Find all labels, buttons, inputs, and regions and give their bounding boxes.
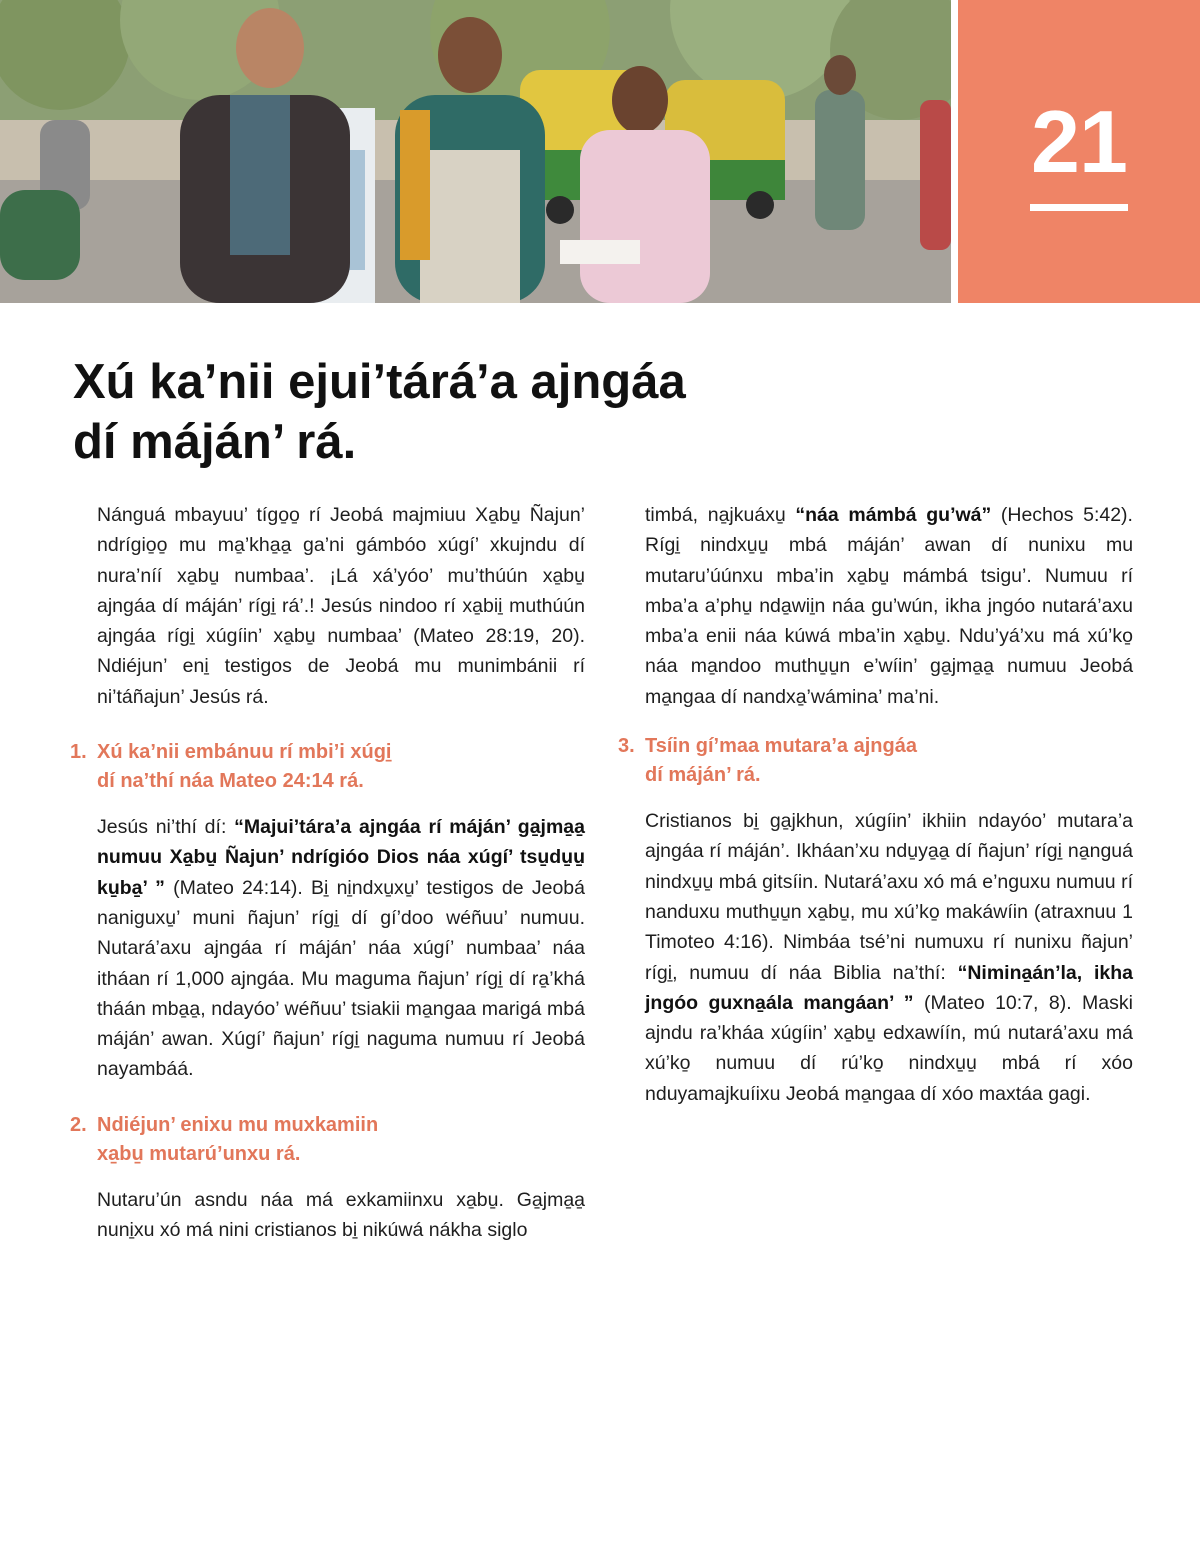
question-2-paragraph-continued: timbá, na̱jkuáxu̱ “náa mámbá gu’wá” (Hechos 5:42). Rígi̱ nindxu̱u̱ mbá máján’ awan dí nunixu mu mutaru’úúnxu mba’in xa̱bu̱ mámbá tsigu’. Numuu rí mba’a a’phu̱ nda̱wii̱n náa gu’wún, ikha jngóo nutará’axu mba’a enii náa kúwá mba’in xa̱bu̱. Ndu’yá’xu má xú’ko̱ náa ma̱ndoo muthu̱u̱n e’wíin’ ga̱jma̱a̱ numuu Jeobá ma̱ngaa dí nandxa̱’wámina’ ma’ni.	[645, 504, 1134, 708]
question-2-paragraph: Nutaru’ún asndu náa má exkamiinxu xa̱bu̱. Ga̱jma̱a̱ nuni̱xu xó má nini cristianos bi̱ nikúwá nákha siglo	[97, 1188, 586, 1242]
question-3-text-start: Cristianos bi̱ ga̱jkhun, xúgíin’ ikhiin ndayóo’ mutara’a ajngáa rí máján’. Ikháan’xu ndu̱ya̱a̱ dí ñajun’ rígi̱ na̱nguá nindxu̱u̱ mbá gitsíin. Nutará’axu xó má e’nguxu numuu rí nanduxu muthu̱u̱n xa̱bu̱, mu xú’ko̱ makáwíin (atraxnuu 1 Timoteo 4:16). Nimbáa tsé’ni numuxu rí nunixu ñajun’ rígi̱, numuu dí náa Biblia na’thí:	[645, 810, 1133, 984]
question-1-heading	[70, 738, 585, 796]
right-column	[618, 500, 1134, 1109]
question-2-number: 2.	[70, 1113, 87, 1136]
question-3-scripture-quote: “Nimina̱án’la, ikha jngóo guxna̱ála mangáan’ ”	[645, 961, 1134, 1014]
question-3-heading-line-2: dí máján’ rá.	[645, 764, 761, 787]
question-1-heading-line-1: Xú ka’nii embánuu rí mbi’i xúgi̱	[97, 741, 392, 764]
chapter-number: 21	[1031, 92, 1127, 191]
question-1-number: 1.	[70, 741, 87, 764]
question-3-text-rest: (Mateo 10:7, 8). Maski ajndu ra’kháa xúgíin’ xa̱bu̱ edxawíín, mú nutará’axu má xú’ko̱ numuu dí rú’ko̱ nindxu̱u̱ mbá rí xóo nduyamajkuíixu Jeobá ma̱ngaa dí xóo maxtáa gagi.	[645, 991, 1133, 1105]
title-line-1: Xú ka’nii ejui’tárá’a ajngáa	[73, 355, 686, 409]
chapter-badge	[958, 0, 1200, 303]
left-column	[70, 500, 586, 1245]
question-1-text-start: Jesús ni’thí dí:	[97, 816, 235, 839]
chapter-underline	[1030, 204, 1128, 211]
street-scene-illustration	[0, 0, 951, 303]
page-title	[73, 352, 833, 472]
question-1-text-rest: (Mateo 24:14). Bi̱ ni̱ndxu̱xu̱’ testigos de Jeobá naniguxu̱’ muni ñajun’ rígi̱ dí gí’doo wéñuu’ numuu. Nutará’axu ajngáa rí máján’ náa xúgí’ numbaa’ náa itháan rí 1,000 ajngáa. Mu maguma ñajun’ rígi̱ dí ra̱’khá tháán mba̱a̱, ndayóo’ wéñuu’ tsiakii ma̱ngaa marigá mbá máján’ awan. Xúgí’ ñajun’ rígi̱ naguma numuu rí Jeobá nayambáá.	[97, 876, 585, 1081]
question-2-heading	[70, 1111, 585, 1169]
question-2-heading-line-1: Ndiéjun’ enixu mu muxkamiin	[97, 1113, 379, 1136]
question-1-heading-line-2: dí na’thí náa Mateo 24:14 rá.	[97, 770, 364, 793]
question-3-paragraph	[645, 806, 1133, 1109]
intro-paragraph: Nánguá mbayuu’ tígo̱o̱ rí Jeobá majmiuu Xa̱bu̱ Ñajun’ ndrígio̱o̱ mu ma̱’kha̱a̱ ga’ni gámbóo xúgí’ xkujndu dí nura’níí xa̱bu̱ numbaa’. ¡Lá xá’yóo’ mu’thúún xa̱bu̱ ajngáa dí máján’ rígi̱ rá’.! Jesús nindoo rí xa̱bii̱ muthúún ajngáa rígi̱ xúgíin’ xa̱bu̱ numbaa’ (Mateo 28:19, 20). Ndiéjun’ eni̱ testigos de Jeobá mu munimbánii rí ni’táñajun’ Jesús rá.	[97, 504, 585, 708]
question-1-paragraph	[97, 812, 585, 1085]
question-3-heading	[618, 732, 1133, 790]
header-photo	[0, 0, 951, 303]
question-3-number: 3.	[618, 735, 635, 758]
question-3-heading-line-1: Tsíin gí’maa mutara’a ajngáa	[645, 735, 917, 758]
question-1-scripture-quote: “Majui’tára’a ajngáa rí máján’ ga̱jma̱a̱ numuu Xa̱bu̱ Ñajun’ ndrígióo Dios náa xúgí’ tsu̱du̱u̱ ku̱ba̱’ ”	[97, 816, 585, 899]
title-line-2: dí máján’ rá.	[73, 415, 357, 469]
question-2-heading-line-2: xa̱bu̱ mutarú’unxu rá.	[97, 1142, 301, 1165]
